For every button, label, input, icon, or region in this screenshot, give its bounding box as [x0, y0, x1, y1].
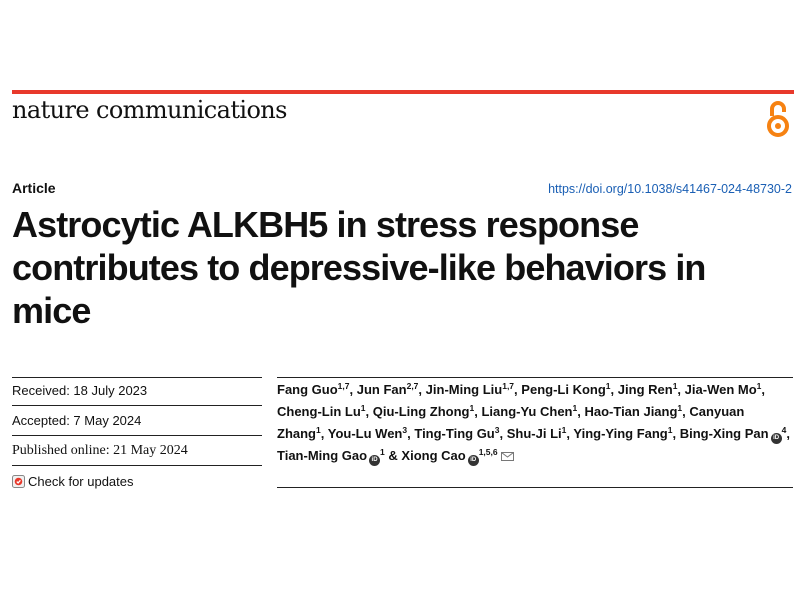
accepted-date: Accepted: 7 May 2024: [12, 413, 142, 428]
divider: [12, 465, 262, 466]
author-name[interactable]: Jia-Wen Mo: [684, 382, 757, 397]
author-name[interactable]: Jin-Ming Liu: [425, 382, 503, 397]
affiliation-ref[interactable]: 3: [402, 425, 408, 435]
affiliation-ref[interactable]: 1: [360, 403, 366, 413]
author-name[interactable]: Fang Guo: [277, 382, 338, 397]
divider: [277, 487, 793, 488]
doi-link[interactable]: https://doi.org/10.1038/s41467-024-48730-2: [548, 182, 792, 196]
author-name[interactable]: Jing Ren: [617, 382, 673, 397]
check-for-updates-label: Check for updates: [28, 474, 134, 489]
affiliation-ref[interactable]: 1,5,6: [478, 447, 498, 457]
email-icon[interactable]: [501, 452, 514, 461]
author-name[interactable]: Shu-Ji Li: [506, 426, 562, 441]
author-name[interactable]: You-Lu Wen: [327, 426, 403, 441]
author-list: Fang Guo$^{1,7}$, Jun Fan$^{2,7}$, Jin-Ming Liu$^{1,7}$, Peng-Li Kong$^1$, Jing Ren$^1$, Jia-Wen Mo$^1$, Cheng-Lin Lu$^1$, Qiu-Ling Zhong$^1$, Liang-Yu Chen$^1$, Hao-Tian Jiang$^1$, Canyuan Zhang$^1$, You-Lu Wen$^3$, Ting-Ting Gu$^3$, Shu-Ji Li$^1$, Ying-Ying Fang$^1$, Bing-Xing Pan $iD^4$, Tian-Ming Gao $iD^1$ & Xiong Cao iD$^{1,5,6}$: [277, 379, 793, 467]
affiliation-ref[interactable]: 1: [756, 381, 762, 391]
author-name[interactable]: Peng-Li Kong: [521, 382, 606, 397]
affiliation-ref[interactable]: 1,7: [337, 381, 350, 391]
affiliation-ref[interactable]: 1: [572, 403, 578, 413]
published-date: Published online: 21 May 2024: [12, 443, 188, 458]
author-name[interactable]: Canyuan Zhang: [277, 404, 745, 441]
divider: [12, 435, 262, 436]
affiliation-ref[interactable]: 3: [494, 425, 500, 435]
affiliation-ref[interactable]: 1: [469, 403, 475, 413]
orcid-icon[interactable]: iD: [468, 455, 479, 466]
author-name[interactable]: Xiong Cao: [401, 448, 466, 463]
affiliation-ref[interactable]: 1: [316, 425, 321, 435]
divider: [12, 405, 262, 406]
divider: [277, 377, 793, 378]
orcid-icon[interactable]: iD: [771, 433, 782, 444]
author-name[interactable]: Hao-Tian Jiang: [584, 404, 678, 419]
author-name[interactable]: Jun Fan: [356, 382, 407, 397]
check-for-updates-button[interactable]: [12, 474, 134, 489]
author-name[interactable]: Tian-Ming Gao: [277, 448, 368, 463]
received-date: Received: 18 July 2023: [12, 383, 148, 398]
affiliation-ref[interactable]: 1: [380, 447, 385, 457]
journal-name: nature communications: [12, 96, 287, 124]
affiliation-ref[interactable]: 1: [677, 403, 683, 413]
affiliation-ref[interactable]: 1: [672, 381, 678, 391]
affiliation-ref[interactable]: 1: [605, 381, 611, 391]
affiliation-ref[interactable]: 1: [667, 425, 673, 435]
check-updates-icon: [12, 475, 25, 488]
author-name[interactable]: Ting-Ting Gu: [414, 426, 495, 441]
author-name[interactable]: Bing-Xing Pan: [679, 426, 769, 441]
open-access-icon: [764, 99, 792, 139]
article-title: Astrocytic ALKBH5 in stress response contributes to depressive-like behaviors in mice: [12, 204, 706, 331]
author-name[interactable]: Cheng-Lin Lu: [277, 404, 361, 419]
author-name[interactable]: Ying-Ying Fang: [573, 426, 668, 441]
author-name[interactable]: Liang-Yu Chen: [481, 404, 573, 419]
affiliation-ref[interactable]: 4: [781, 425, 787, 435]
orcid-icon[interactable]: iD: [369, 455, 380, 466]
affiliation-ref[interactable]: 2,7: [406, 381, 419, 391]
affiliation-ref[interactable]: 1,7: [502, 381, 515, 391]
author-name[interactable]: Qiu-Ling Zhong: [372, 404, 470, 419]
affiliation-ref[interactable]: 1: [561, 425, 567, 435]
journal-header-bar: [12, 90, 794, 94]
article-type: Article: [12, 180, 56, 196]
divider: [12, 377, 262, 378]
